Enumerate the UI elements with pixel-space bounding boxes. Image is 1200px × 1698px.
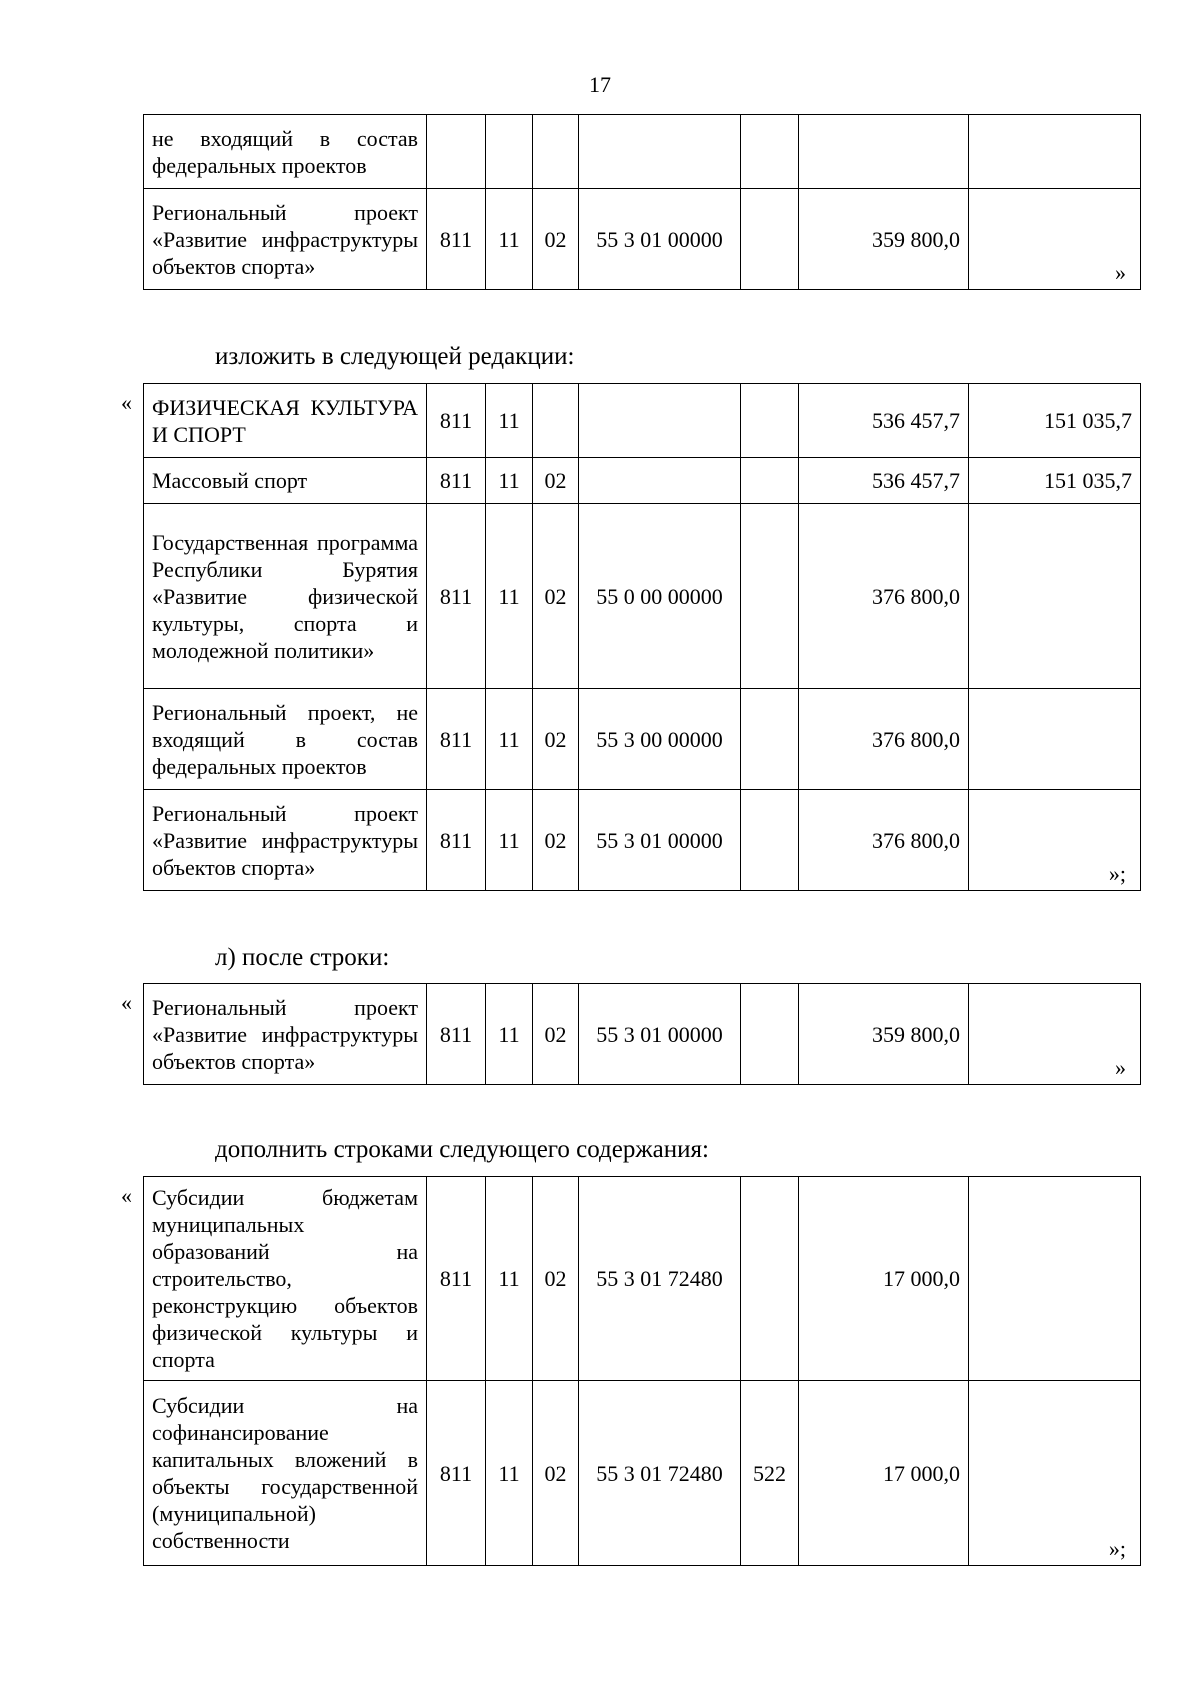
table-block-3 — [121, 983, 1126, 1085]
cell-amount-total: 359 800,0 — [799, 984, 969, 1085]
cell-amount-federal — [969, 1177, 1141, 1381]
cell-expense-type — [741, 504, 799, 689]
cell-expense-type — [741, 384, 799, 458]
opening-quote: « — [121, 1183, 132, 1208]
cell-ministry-code: 811 — [427, 189, 486, 290]
table-row — [144, 189, 1141, 290]
cell-subsection-code: 02 — [533, 504, 579, 689]
cell-expense-type — [741, 790, 799, 891]
cell-section-code: 11 — [486, 189, 533, 290]
cell-expense-type — [741, 984, 799, 1085]
cell-target-article: 55 0 00 00000 — [579, 504, 741, 689]
cell-subsection-code — [533, 384, 579, 458]
cell-name: не входящий в состав федеральных проектов — [144, 115, 427, 189]
cell-name: Субсидии на софинансирование капитальных вложений в объекты государственной (муниципальной) собственности — [144, 1381, 427, 1566]
cell-expense-type — [741, 689, 799, 790]
cell-ministry-code: 811 — [427, 1381, 486, 1566]
cell-section-code: 11 — [486, 1381, 533, 1566]
cell-name: Массовый спорт — [144, 458, 427, 504]
cell-target-article: 55 3 01 00000 — [579, 189, 741, 290]
closing-quote: »; — [1108, 1536, 1126, 1561]
cell-subsection-code: 02 — [533, 1177, 579, 1381]
cell-expense-type: 522 — [741, 1381, 799, 1566]
cell-expense-type — [741, 458, 799, 504]
table-block-1 — [143, 114, 1126, 290]
cell-target-article — [579, 115, 741, 189]
cell-expense-type — [741, 115, 799, 189]
cell-ministry-code: 811 — [427, 984, 486, 1085]
cell-subsection-code: 02 — [533, 189, 579, 290]
closing-quote: » — [1115, 260, 1126, 285]
budget-table-2 — [143, 383, 1141, 891]
cell-expense-type — [741, 189, 799, 290]
cell-ministry-code: 811 — [427, 458, 486, 504]
opening-quote: « — [121, 990, 132, 1015]
cell-section-code: 11 — [486, 384, 533, 458]
cell-subsection-code: 02 — [533, 689, 579, 790]
cell-amount-total — [799, 115, 969, 189]
cell-amount-federal — [969, 115, 1141, 189]
cell-target-article: 55 3 01 72480 — [579, 1381, 741, 1566]
cell-amount-total: 376 800,0 — [799, 790, 969, 891]
cell-amount-federal — [969, 504, 1141, 689]
budget-table-4 — [143, 1176, 1141, 1566]
cell-section-code — [486, 115, 533, 189]
cell-amount-total: 17 000,0 — [799, 1381, 969, 1566]
cell-target-article: 55 3 01 00000 — [579, 790, 741, 891]
paragraph-add-rows: дополнить строками следующего содержания: — [215, 1136, 709, 1163]
cell-ministry-code: 811 — [427, 689, 486, 790]
cell-name: Региональный проект «Развитие инфраструктуры объектов спорта» — [144, 790, 427, 891]
cell-name: Региональный проект, не входящий в состав федеральных проектов — [144, 689, 427, 790]
table-row — [144, 984, 1141, 1085]
cell-name: Субсидии бюджетам муниципальных образований на строительство, реконструкцию объектов физической культуры и спорта — [144, 1177, 427, 1381]
cell-subsection-code — [533, 115, 579, 189]
cell-name: ФИЗИЧЕСКАЯ КУЛЬТУРА И СПОРТ — [144, 384, 427, 458]
cell-amount-total: 536 457,7 — [799, 458, 969, 504]
table-row — [144, 115, 1141, 189]
cell-ministry-code: 811 — [427, 790, 486, 891]
cell-section-code: 11 — [486, 1177, 533, 1381]
cell-amount-total: 376 800,0 — [799, 689, 969, 790]
budget-table-1 — [143, 114, 1141, 290]
closing-quote: »; — [1108, 861, 1126, 886]
cell-section-code: 11 — [486, 790, 533, 891]
cell-subsection-code: 02 — [533, 790, 579, 891]
cell-ministry-code: 811 — [427, 504, 486, 689]
cell-ministry-code — [427, 115, 486, 189]
cell-amount-federal: 151 035,7 — [969, 384, 1141, 458]
table-row — [144, 384, 1141, 458]
paragraph-item-l: л) после строки: — [215, 944, 390, 971]
cell-amount-federal: 151 035,7 — [969, 458, 1141, 504]
cell-target-article: 55 3 01 00000 — [579, 984, 741, 1085]
cell-name: Региональный проект «Развитие инфраструктуры объектов спорта» — [144, 984, 427, 1085]
table-block-2 — [121, 383, 1132, 891]
table-row — [144, 1177, 1141, 1381]
closing-quote: » — [1115, 1055, 1126, 1080]
opening-quote: « — [121, 390, 132, 415]
cell-subsection-code: 02 — [533, 458, 579, 504]
cell-amount-total: 17 000,0 — [799, 1177, 969, 1381]
cell-amount-federal — [969, 689, 1141, 790]
cell-name: Государственная программа Республики Бурятия «Развитие физической культуры, спорта и молодежной политики» — [144, 504, 427, 689]
cell-amount-total: 359 800,0 — [799, 189, 969, 290]
table-row — [144, 1381, 1141, 1566]
cell-name: Региональный проект «Развитие инфраструктуры объектов спорта» — [144, 189, 427, 290]
cell-target-article — [579, 384, 741, 458]
cell-section-code: 11 — [486, 504, 533, 689]
table-row — [144, 790, 1141, 891]
cell-amount-total: 376 800,0 — [799, 504, 969, 689]
cell-target-article: 55 3 01 72480 — [579, 1177, 741, 1381]
table-block-4 — [121, 1176, 1126, 1566]
cell-expense-type — [741, 1177, 799, 1381]
table-row — [144, 458, 1141, 504]
cell-ministry-code: 811 — [427, 1177, 486, 1381]
cell-section-code: 11 — [486, 984, 533, 1085]
cell-target-article — [579, 458, 741, 504]
page-number: 17 — [589, 72, 611, 97]
cell-section-code: 11 — [486, 458, 533, 504]
cell-ministry-code: 811 — [427, 384, 486, 458]
table-row — [144, 689, 1141, 790]
cell-amount-total: 536 457,7 — [799, 384, 969, 458]
cell-subsection-code: 02 — [533, 984, 579, 1085]
budget-table-3 — [143, 983, 1141, 1085]
table-row — [144, 504, 1141, 689]
cell-subsection-code: 02 — [533, 1381, 579, 1566]
paragraph-edit-instruction: изложить в следующей редакции: — [215, 343, 575, 370]
cell-section-code: 11 — [486, 689, 533, 790]
cell-target-article: 55 3 00 00000 — [579, 689, 741, 790]
